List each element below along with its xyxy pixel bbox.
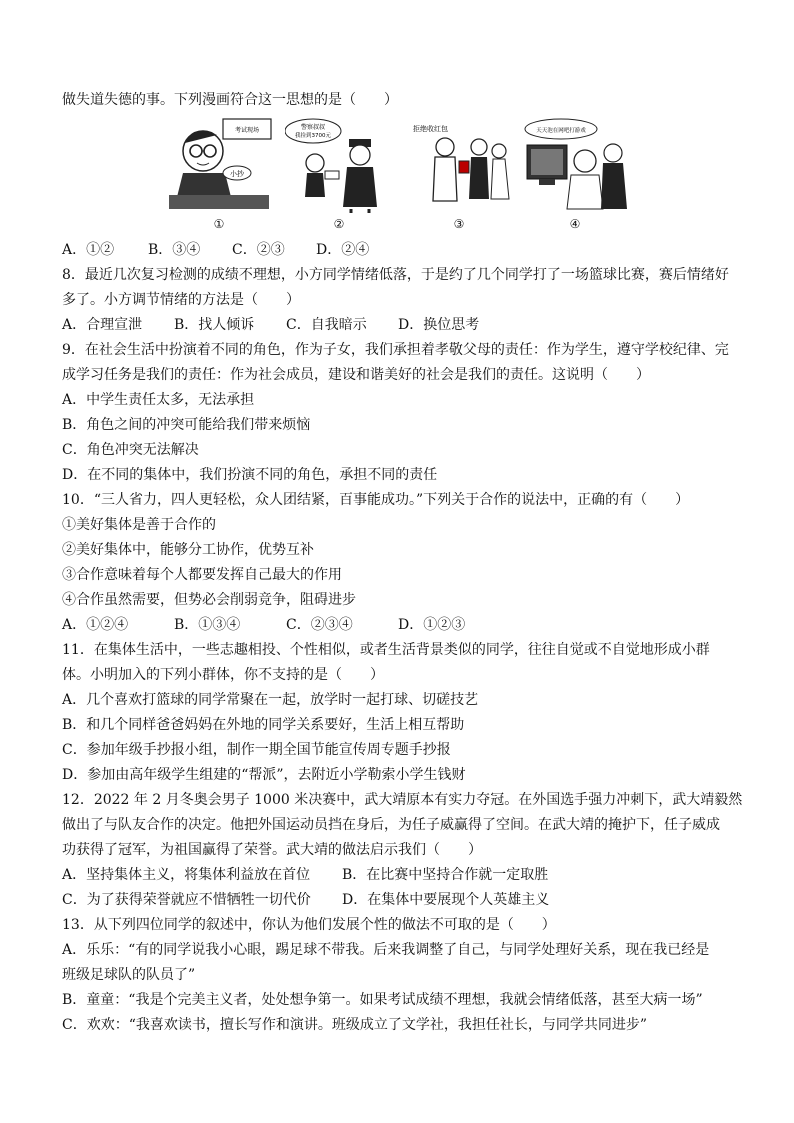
q12-options-row2 [62,890,549,910]
q9-stem-line2: 成学习任务是我们的责任：作为社会成员，建设和谐美好的社会是我们的责任。这说明（ ） [62,367,650,383]
cartoon-panel-4 [521,117,629,231]
q10-stem: 10．“三人省力，四人更轻松，众人团结紧，百事能成功。”下列关于合作的说法中，正确的有（ ） [62,492,690,508]
q7-option-b[interactable]: B．③④ [148,242,201,258]
q9-option-d[interactable]: D．在不同的集体中，我们扮演不同的角色，承担不同的责任 [62,467,438,483]
q8-option-a[interactable]: A．合理宣泄 [62,317,143,333]
q11-option-a[interactable]: A．几个喜欢打篮球的同学常聚在一起，放学时一起打球、切磋技艺 [62,692,479,708]
q12-option-d[interactable]: D．在集体中要展现个人英雄主义 [342,892,550,908]
q10-statement-2: ②美好集体中，能够分工协作，优势互补 [62,542,314,558]
q7-option-a[interactable]: A．①② [62,242,115,258]
q13-option-a-line2: 班级足球队的队员了” [62,967,196,983]
cartoon-panel-2 [285,117,393,231]
q9-option-c[interactable]: C．角色冲突无法解决 [62,442,199,458]
q12-option-c[interactable]: C．为了获得荣誉就应不惜牺牲一切代价 [62,892,311,908]
q10-statement-1: ①美好集体是善于合作的 [62,517,216,533]
q8-option-d[interactable]: D．换位思考 [398,317,480,333]
q11-option-c[interactable]: C．参加年级手抄报小组，制作一期全国节能宣传周专题手抄报 [62,742,451,758]
q12-stem-line1: 12．2022 年 2 月冬奥会男子 1000 米决赛中，武大靖原本有实力夺冠。在外国选手强力冲刺下，武大靖毅然 [62,792,743,808]
internet-cafe-cartoon [521,117,629,213]
q9-option-b[interactable]: B．角色之间的冲突可能给我们带来烦恼 [62,417,311,433]
q8-stem-line2: 多了。小方调节情绪的方法是（ ） [62,292,300,308]
q9-stem-line1: 9．在社会生活中扮演着不同的角色，作为子女，我们承担着孝敬父母的责任：作为学生，遵守学校纪律、完 [62,342,729,358]
panel1-note-text: 小抄 [230,170,244,178]
q9-option-a[interactable]: A．中学生责任太多，无法承担 [62,392,255,408]
q13-option-c[interactable]: C．欢欢：“我喜欢读书，擅长写作和演讲。班级成立了文学社，我担任社长，与同学共同进步” [62,1017,648,1033]
q10-statement-3: ③合作意味着每个人都要发挥自己最大的作用 [62,567,342,583]
panel2-bubble-line1: 警察叔叔 [300,124,326,131]
q10-option-d[interactable]: D．①②③ [398,617,466,633]
q10-option-c[interactable]: C．②③④ [286,617,353,633]
returning-money-cartoon [285,117,393,213]
panel-label-3: ③ [453,217,465,231]
q10-option-b[interactable]: B．①③④ [174,617,241,633]
q13-stem: 13．从下列四位同学的叙述中，你认为他们发展个性的做法不可取的是（ ） [62,917,556,933]
panel-label-4: ④ [569,217,581,231]
q7-options [62,240,369,260]
q11-option-b[interactable]: B．和几个同样爸爸妈妈在外地的同学关系要好，生活上相互帮助 [62,717,465,733]
q11-option-d[interactable]: D．参加由高年级学生组建的“帮派”，去附近小学勒索小学生钱财 [62,767,466,783]
panel4-bubble-text: 天天泡在网吧打游戏 [536,128,586,134]
q10-options [62,615,465,635]
q12-option-a[interactable]: A．坚持集体主义，将集体利益放在首位 [62,867,311,883]
q13-option-b[interactable]: B．童童：“我是个完美主义者，处处想争第一。如果考试成绩不理想，我就会情绪低落，甚至大病一场” [62,992,703,1008]
cartoon-strip [165,117,630,232]
refusing-bribe-cartoon [405,117,513,213]
cheating-exam-cartoon [165,117,273,213]
q12-option-b[interactable]: B．在比赛中坚持合作就一定取胜 [342,867,549,883]
q10-statement-4: ④合作虽然需要，但势必会削弱竞争，阻碍进步 [62,592,356,608]
panel-label-2: ② [333,217,345,231]
panel3-sign-text: 拒绝收红包 [413,125,448,133]
q8-option-c[interactable]: C．自我暗示 [286,317,367,333]
q7-option-c[interactable]: C．②③ [232,242,285,258]
q8-option-b[interactable]: B．找人倾诉 [174,317,255,333]
q7-option-d[interactable]: D．②④ [316,242,370,258]
q11-stem-line1: 11．在集体生活中，一些志趣相投、个性相似，或者生活背景类似的同学，往往自觉或不自觉地形成小群 [62,642,710,658]
panel2-bubble-line2: 我捡到3700元 [295,133,331,139]
cartoon-panel-1 [165,117,273,231]
q13-option-a-line1[interactable]: A．乐乐：“有的同学说我小心眼，踢足球不带我。后来我调整了自己，与同学处理好关系，现在我已经是 [62,942,710,958]
cartoon-panel-3 [405,117,513,231]
q8-stem-line1: 8．最近几次复习检测的成绩不理想，小方同学情绪低落，于是约了几个同学打了一场篮球比赛，赛后情绪好 [62,267,729,283]
q7-stem-tail: 做失道失德的事。下列漫画符合这一思想的是（ ） [62,92,398,108]
q12-stem-line2: 做出了与队友合作的决定。他把外国运动员挡在身后，为任子威赢得了空间。在武大靖的掩护下，任子威成 [62,817,720,833]
q10-option-a[interactable]: A．①②④ [62,617,129,633]
q11-stem-line2: 体。小明加入的下列小群体，你不支持的是（ ） [62,667,384,683]
panel-label-1: ① [213,217,225,231]
q12-options-row1 [62,865,548,885]
q12-stem-line3: 功获得了冠军，为祖国赢得了荣誉。武大靖的做法启示我们（ ） [62,842,482,858]
panel1-sign-text: 考试现场 [234,127,260,134]
q8-options [62,315,479,335]
